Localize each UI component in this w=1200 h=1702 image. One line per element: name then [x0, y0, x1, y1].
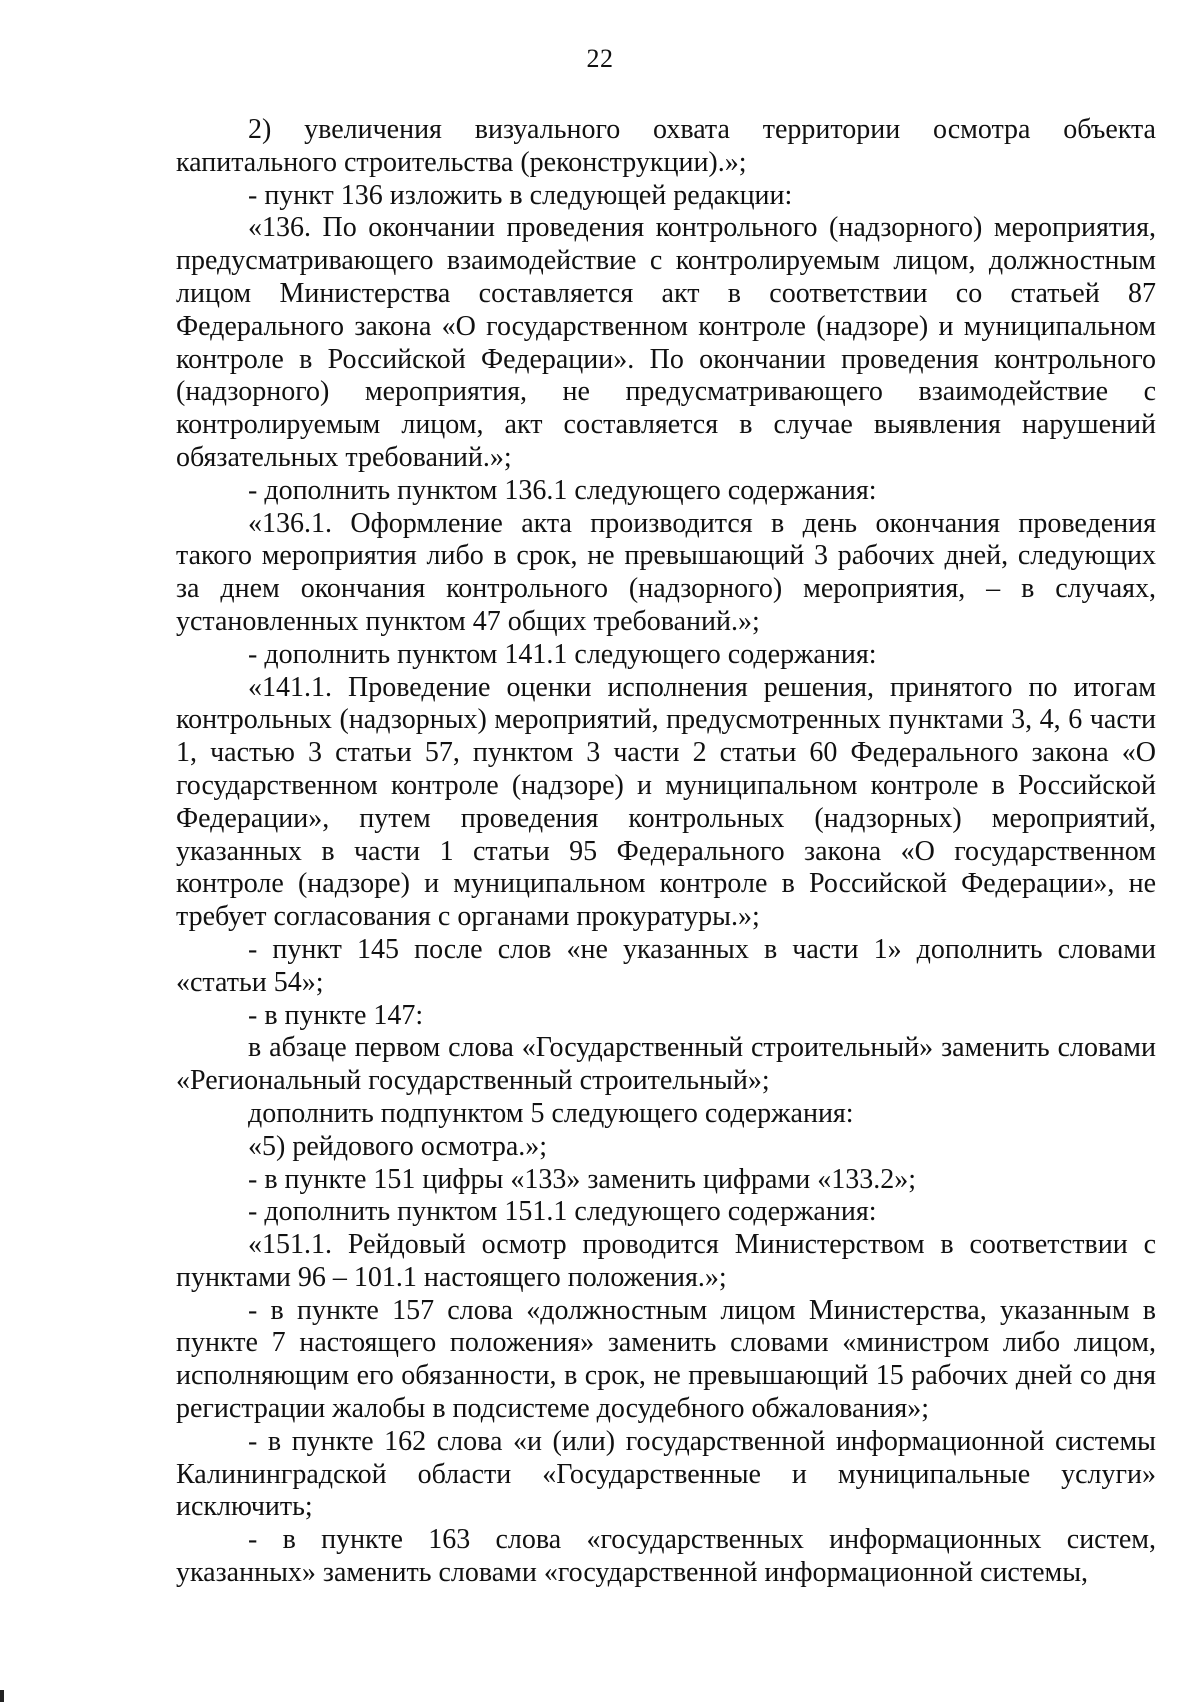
- paragraph-point-141-1-instruction: - дополнить пунктом 141.1 следующего содержания:: [248, 638, 877, 670]
- paragraph-point-136-1-instruction: - дополнить пунктом 136.1 следующего содержания:: [248, 474, 877, 506]
- scan-edge-mark: [0, 1690, 4, 1702]
- page-number: 22: [586, 44, 614, 73]
- paragraph-point-145-amendment: - пункт 145 после слов «не указанных в части 1» дополнить словами «статьи 54»;: [176, 933, 1156, 998]
- document-body: [176, 114, 1156, 1590]
- paragraph-point-136-text: «136. По окончании проведения контрольного (надзорного) мероприятия, предусматривающего взаимодействие с контролируемым лицом, должностным лицом Министерства составляется акт в соответствии со статьей 87 Федерального закона «О государственном контроле (надзоре) и муниципальном контроле в Российской Федерации». По окончании проведения контрольного (надзорного) мероприятия, не предусматривающего взаимодействие с контролируемым лицом, акт составляется в случае выявления нарушений обязательных требований.»;: [176, 212, 1156, 473]
- paragraph-point-157-amendment: - в пункте 157 слова «должностным лицом Министерства, указанным в пункте 7 настоящего положения» заменить словами «министром либо лицом, исполняющим его обязанности, в срок, не превышающий 15 рабочих дней со дня регистрации жалобы в подсистеме досудебного обжалования»;: [176, 1294, 1156, 1425]
- paragraph-point-136-instruction: - пункт 136 изложить в следующей редакции:: [248, 179, 793, 211]
- paragraph-point-163-amendment: - в пункте 163 слова «государственных информационных систем, указанных» заменить словами «государственной информационной системы,: [176, 1524, 1156, 1589]
- paragraph-point-147-add-subpoint: дополнить подпунктом 5 следующего содержания:: [248, 1097, 854, 1129]
- paragraph-point-141-1-text: «141.1. Проведение оценки исполнения решения, принятого по итогам контрольных (надзорных) мероприятий, предусмотренных пунктами 3, 4, 6 части 1, частью 3 статьи 57, пунктом 3 части 2 статьи 60 Федерального закона «О государственном контроле (надзоре) и муниципальном контроле в Российской Федерации», путем проведения контрольных (надзорных) мероприятий, указанных в части 1 статьи 95 Федерального закона «О государственном контроле (надзоре) и муниципальном контроле в Российской Федерации», не требует согласования с органами прокуратуры.»;: [176, 671, 1156, 933]
- paragraph-point-151-1-text: «151.1. Рейдовый осмотр проводится Министерством в соответствии с пунктами 96 – 101.1 настоящего положения.»;: [176, 1229, 1156, 1293]
- paragraph-point-147-first-abzac: в абзаце первом слова «Государственный строительный» заменить словами «Региональный государственный строительный»;: [176, 1032, 1156, 1097]
- paragraph-point-151-1-instruction: - дополнить пунктом 151.1 следующего содержания:: [248, 1196, 877, 1228]
- paragraph-subpoint-5-text: «5) рейдового осмотра.»;: [248, 1130, 548, 1162]
- paragraph-item-2-visual-coverage: 2) увеличения визуального охвата территории осмотра объекта капитального строительства (реконструкции).»;: [176, 114, 1156, 178]
- paragraph-point-136-1-text: «136.1. Оформление акта производится в день окончания проведения такого мероприятия либо в срок, не превышающий 3 рабочих дней, следующих за днем окончания контрольного (надзорного) мероприятия, – в случаях, установленных пунктом 47 общих требований.»;: [176, 507, 1156, 637]
- paragraph-point-147-heading: - в пункте 147:: [248, 999, 424, 1031]
- paragraph-point-151-amendment: - в пункте 151 цифры «133» заменить цифрами «133.2»;: [248, 1163, 916, 1195]
- paragraph-point-162-amendment: - в пункте 162 слова «и (или) государственной информационной системы Калининградской области «Государственные и муниципальные услуги» исключить;: [176, 1425, 1156, 1523]
